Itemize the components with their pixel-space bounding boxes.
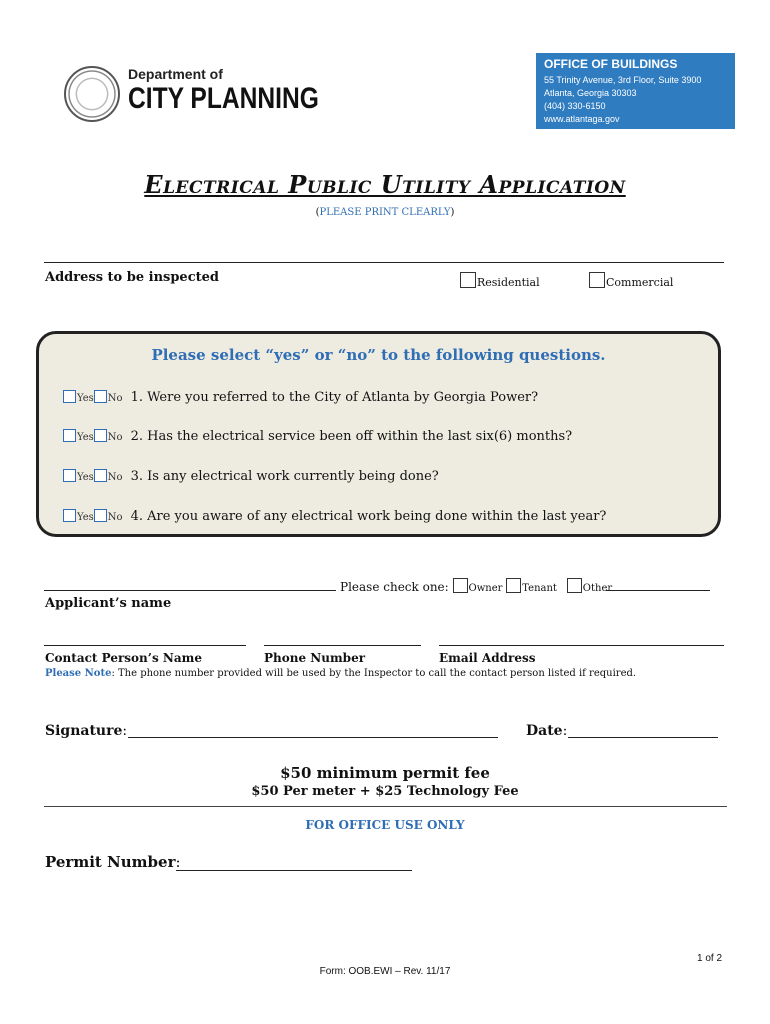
date-label: Date	[526, 723, 563, 739]
department-of-text: Department of	[128, 66, 223, 82]
applicant-name-line[interactable]	[44, 590, 336, 591]
question-4-text: 4. Are you aware of any electrical work being done within the last year?	[130, 509, 607, 524]
city-seal-logo	[64, 66, 120, 122]
email-label: Email Address	[439, 651, 536, 665]
q4-no-checkbox[interactable]	[94, 509, 107, 522]
tenant-checkbox[interactable]	[506, 578, 521, 593]
owner-label: Owner	[468, 583, 503, 594]
q1-yes-label: Yes	[77, 393, 94, 404]
question-1-text: 1. Were you referred to the City of Atlanta by Georgia Power?	[130, 390, 539, 405]
q2-yes-checkbox[interactable]	[63, 429, 76, 442]
commercial-checkbox[interactable]	[589, 272, 605, 288]
office-use-only: FOR OFFICE USE ONLY	[305, 818, 465, 832]
q4-no-label: No	[107, 512, 123, 523]
question-row-2	[63, 429, 572, 444]
office-phone: (404) 330-6150	[544, 101, 606, 111]
permit-number-label: Permit Number	[45, 853, 176, 871]
email-line[interactable]	[439, 645, 724, 646]
phone-label: Phone Number	[264, 651, 366, 665]
other-input-line[interactable]	[606, 590, 710, 591]
other-checkbox[interactable]	[567, 578, 582, 593]
permit-number-line[interactable]	[176, 870, 412, 871]
question-row-4	[63, 509, 606, 524]
residential-checkbox[interactable]	[460, 272, 476, 288]
q3-yes-label: Yes	[77, 472, 94, 483]
contact-name-line[interactable]	[44, 645, 246, 646]
fee-divider	[44, 806, 727, 807]
check-one-group	[340, 578, 612, 594]
paren-open: (	[315, 207, 320, 218]
address-input-line[interactable]	[44, 262, 724, 263]
contact-name-label: Contact Person’s Name	[45, 651, 202, 665]
address-label: Address to be inspected	[45, 270, 219, 285]
signature-colon: :	[122, 723, 128, 739]
office-address-line2: Atlanta, Georgia 30303	[544, 88, 637, 98]
city-planning-logo-text: CITY PLANNING	[128, 82, 319, 115]
page-number: 1 of 2	[697, 953, 723, 964]
q4-yes-checkbox[interactable]	[63, 509, 76, 522]
commercial-option[interactable]	[589, 272, 673, 289]
date-line[interactable]	[568, 737, 718, 738]
check-one-label: Please check one:	[340, 580, 449, 594]
q1-no-label: No	[107, 393, 123, 404]
questions-heading: Please select “yes” or “no” to the following questions.	[151, 346, 606, 364]
q2-no-checkbox[interactable]	[94, 429, 107, 442]
office-title: OFFICE OF BUILDINGS	[544, 57, 678, 71]
fee-detail: $50 Per meter + $25 Technology Fee	[251, 784, 519, 799]
other-label: Other	[582, 583, 613, 594]
commercial-label: Commercial	[606, 276, 674, 289]
owner-checkbox[interactable]	[453, 578, 468, 593]
office-of-buildings-box	[536, 53, 735, 129]
form-id: Form: OOB.EWI – Rev. 11/17	[319, 966, 451, 977]
signature-line[interactable]	[128, 737, 498, 738]
signature-label: Signature	[45, 723, 123, 739]
q1-no-checkbox[interactable]	[94, 390, 107, 403]
applicant-name-label: Applicant’s name	[45, 596, 172, 611]
question-row-1	[63, 390, 538, 405]
form-title: Electrical Public Utility Application	[144, 170, 626, 199]
office-address-line1: 55 Trinity Avenue, 3rd Floor, Suite 3900	[544, 75, 702, 85]
residential-option[interactable]	[460, 272, 540, 289]
q3-yes-checkbox[interactable]	[63, 469, 76, 482]
q1-yes-checkbox[interactable]	[63, 390, 76, 403]
fee-main: $50 minimum permit fee	[280, 764, 490, 782]
phone-line[interactable]	[264, 645, 421, 646]
question-3-text: 3. Is any electrical work currently being done?	[130, 469, 439, 484]
question-row-3	[63, 469, 439, 484]
q2-yes-label: Yes	[77, 432, 94, 443]
q3-no-checkbox[interactable]	[94, 469, 107, 482]
phone-note	[45, 668, 636, 679]
tenant-label: Tenant	[522, 583, 557, 594]
questions-panel	[36, 331, 721, 537]
signature-label-group	[45, 723, 127, 739]
note-prefix: Please Note	[45, 668, 112, 679]
date-label-group	[526, 723, 567, 739]
print-clearly-note	[0, 207, 770, 218]
print-clearly-text: PLEASE PRINT CLEARLY	[319, 207, 451, 218]
paren-close: )	[450, 207, 455, 218]
note-text: : The phone number provided will be used by the Inspector to call the contact person listed if required.	[111, 668, 637, 679]
permit-label-group	[45, 853, 181, 871]
office-website[interactable]: www.atlantaga.gov	[544, 114, 620, 124]
residential-label: Residential	[477, 276, 540, 289]
q3-no-label: No	[107, 472, 123, 483]
question-2-text: 2. Has the electrical service been off within the last six(6) months?	[130, 429, 573, 444]
permit-colon: :	[175, 853, 181, 871]
date-colon: :	[562, 723, 568, 739]
q4-yes-label: Yes	[77, 512, 94, 523]
q2-no-label: No	[107, 432, 123, 443]
